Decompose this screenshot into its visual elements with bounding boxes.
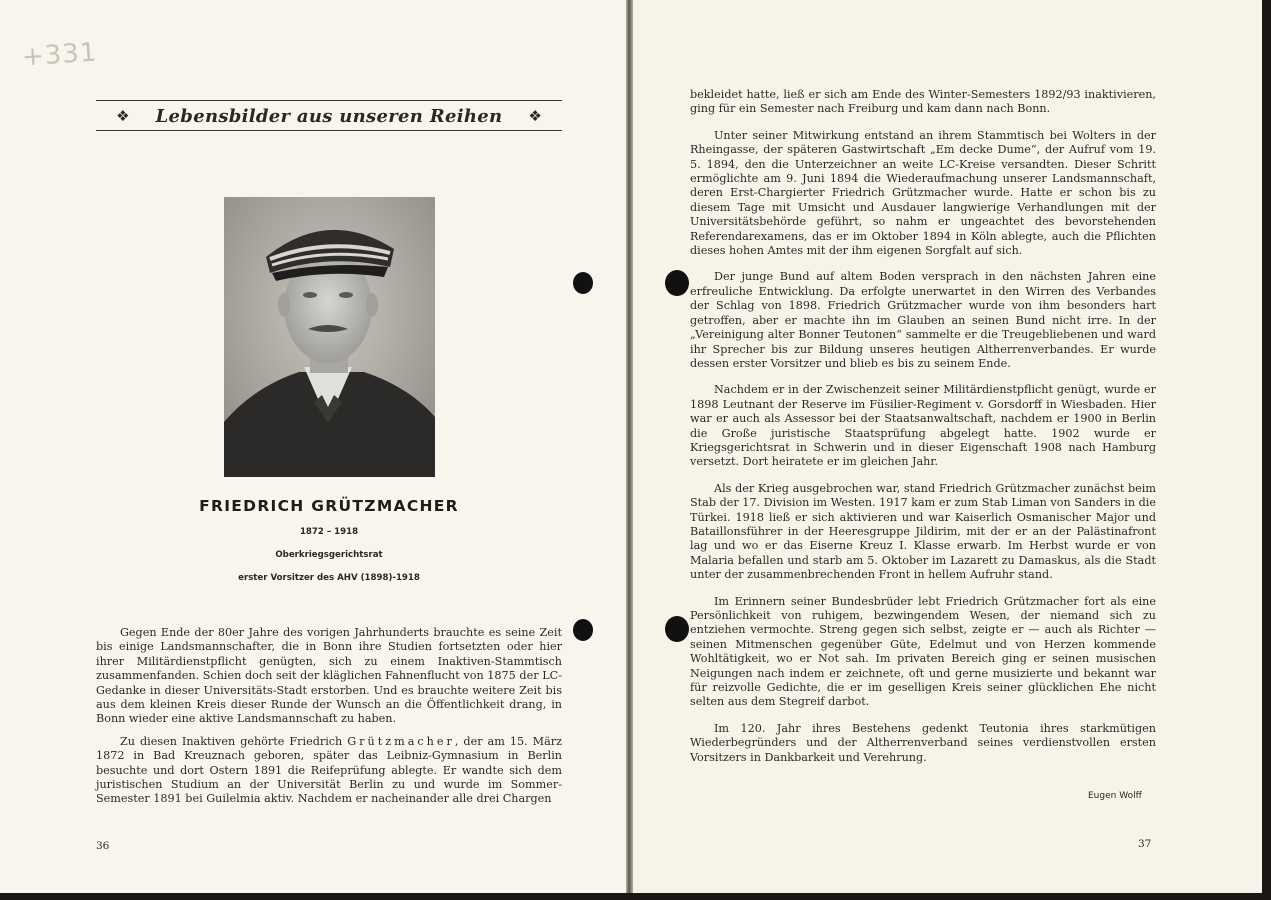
header-rule-top <box>96 100 562 101</box>
right-body <box>690 88 1156 765</box>
page-number-left: 36 <box>96 840 110 852</box>
paragraph-part: , der am 15. März 1872 in Bad Kreuznach geboren, später das Leibniz-Gymnasium in Berlin besuchte und dort Ostern 1891 die Reifeprüfung ablegte. Er wandte sich dem juristischen Studium an der Universität Berlin zu und wurde im Sommer-Semester 1891 bei Guilelmia aktiv. Nachdem er nacheinander alle drei Chargen <box>96 734 562 806</box>
scan-edge <box>0 893 1271 900</box>
paragraph: Im 120. Jahr ihres Bestehens gedenkt Teutonia ihres starkmütigen Wiederbegründers und der Altherrenverband seines verdienstvollen ersten Vorsitzers in Dankbarkeit und Verehrung. <box>690 721 1156 764</box>
person-name: FRIEDRICH GRÜTZMACHER <box>199 497 459 515</box>
punch-hole <box>573 619 593 641</box>
paragraph: bekleidet hatte, ließ er sich am Ende des Winter-Semesters 1892/93 inaktivieren, ging für ein Semester nach Freiburg und kam dann nach Bonn. <box>690 88 1156 116</box>
spaced-name: Grützmacher <box>347 734 455 748</box>
paragraph-part: Zu diesen Inaktiven gehörte Friedrich <box>120 734 348 748</box>
section-title: Lebensbilder aus unseren Reihen <box>155 105 503 127</box>
punch-hole <box>665 270 689 296</box>
paragraph <box>96 735 562 807</box>
pencil-annotation: +331 <box>21 37 99 73</box>
paragraph: Der junge Bund auf altem Boden versprach in den nächsten Jahren eine erfreuliche Entwicklung. Da erfolgte unerwartet in den Wirren des Verbandes der Schlag von 1898. Friedrich Grützmacher wurde von ihm besonders hart getroffen, aber er machte ihn im Glauben an seinen Bund nicht irre. In der „Vereinigung alter Bonner Teutonen“ sammelte er die Treugebliebenen und ward ihr Sprecher bis zur Bildung unseres heutigen Altherrenverbandes. Er wurde dessen erster Vorsitzer und blieb es bis zu seinem Ende. <box>690 270 1156 370</box>
section-header <box>96 104 562 128</box>
portrait-photo <box>224 197 435 477</box>
right-page <box>633 0 1263 900</box>
paragraph: Als der Krieg ausgebrochen war, stand Friedrich Grützmacher zunächst beim Stab der 17. Division im Westen. 1917 kam er zum Stab Liman von Sanders in die Türkei. 1918 ließ er sich aktivieren und war Kaiserlich Osmanischer Major und Bataillonsführer in der Heeresgruppe Jildirim, mit der er an der Palästinafront lag und wo er das Eiserne Kreuz I. Klasse erwarb. Im Herbst wurde er von Malaria befallen und starb am 5. Oktober im Lazarett zu Damaskus, als die Stadt unter der zusammenbrechenden Front in hellem Aufruhr stand. <box>690 481 1156 582</box>
person-years: 1872 – 1918 <box>299 527 359 537</box>
diamond-ornament-icon: ❖ <box>116 107 130 125</box>
person-rank: Oberkriegsgerichtsrat <box>275 550 383 560</box>
header-rule-bottom <box>96 130 562 131</box>
author-signature: Eugen Wolff <box>1088 791 1142 801</box>
paragraph: Gegen Ende der 80er Jahre des vorigen Jahrhunderts brauchte es seine Zeit bis einige Landsmannschafter, die in Bonn ihre Studien fortsetzten oder hier ihrer Militärdienstpflicht genügten, sich zu einem Inaktiven-Stammtisch zusammenfanden. Schien doch seit der kläglichen Fahnenflucht von 1875 der LC-Gedanke in dieser Universitäts-Stadt erstorben. Und es brauchte weitere Zeit bis aus dem kleinen Kreis dieser Runde der Wunsch an die Öffentlichkeit drang, in Bonn wieder eine aktive Landsmannschaft zu haben. <box>96 626 562 726</box>
punch-hole <box>573 272 593 294</box>
paragraph: Unter seiner Mitwirkung entstand an ihrem Stammtisch bei Wolters in der Rheingasse, der späteren Gastwirtschaft „Em decke Dume“, der Aufruf vom 19. 5. 1894, den die Unterzeichner an weite LC-Kreise versandten. Dieser Schritt ermöglichte am 9. Juni 1894 die Wiederaufmachung unserer Landsmannschaft, deren Erst-Chargierter Friedrich Grützmacher wurde. Hatte er schon bis zu diesem Tage mit Umsicht und Ausdauer langwierige Verhandlungen mit der Universitätsbehörde geführt, so nahm er ungeachtet des bevorstehenden Referendarexamens, das er im Oktober 1894 in Köln ablegte, auch die Pflichten dieses hohen Amtes mit der ihm eigenen Sorgfalt auf sich. <box>690 128 1156 258</box>
page-number-right: 37 <box>1138 838 1152 850</box>
scan-edge <box>1262 0 1271 900</box>
left-body <box>96 626 562 807</box>
paragraph: Nachdem er in der Zwischenzeit seiner Militärdienstpflicht genügt, wurde er 1898 Leutnant der Reserve im Füsilier-Regiment v. Gorsdorff in Wiesbaden. Hier war er auch als Assessor bei der Staatsanwaltschaft, nachdem er 1900 in Berlin die Große juristische Staatsprüfung abgelegt hatte. 1902 wurde er Kriegsgerichtsrat in Schwerin und in dieser Eigenschaft 1908 nach Hamburg versetzt. Dort heiratete er im gleichen Jahr. <box>690 383 1156 469</box>
punch-hole <box>665 616 689 642</box>
person-role: erster Vorsitzer des AHV (1898)-1918 <box>238 573 420 583</box>
paragraph: Im Erinnern seiner Bundesbrüder lebt Friedrich Grützmacher fort als eine Persönlichkeit von ruhigem, bezwingendem Wesen, der niemand sich zu entziehen vermochte. Streng gegen sich selbst, zeigte er — auch als Richter — seinen Mitmenschen gegenüber Güte, Edelmut und von Herzen kommende Wohltätigkeit, wo er Not sah. Im privaten Bereich ging er seinen musischen Neigungen nach indem er zeichnete, oft und gerne musizierte und bekannt war für reizvolle Gedichte, die er im geselligen Kreis seiner glücklichen Ehe nicht selten aus dem Stegreif darbot. <box>690 594 1156 709</box>
left-page <box>0 0 628 900</box>
diamond-ornament-icon: ❖ <box>528 107 542 125</box>
